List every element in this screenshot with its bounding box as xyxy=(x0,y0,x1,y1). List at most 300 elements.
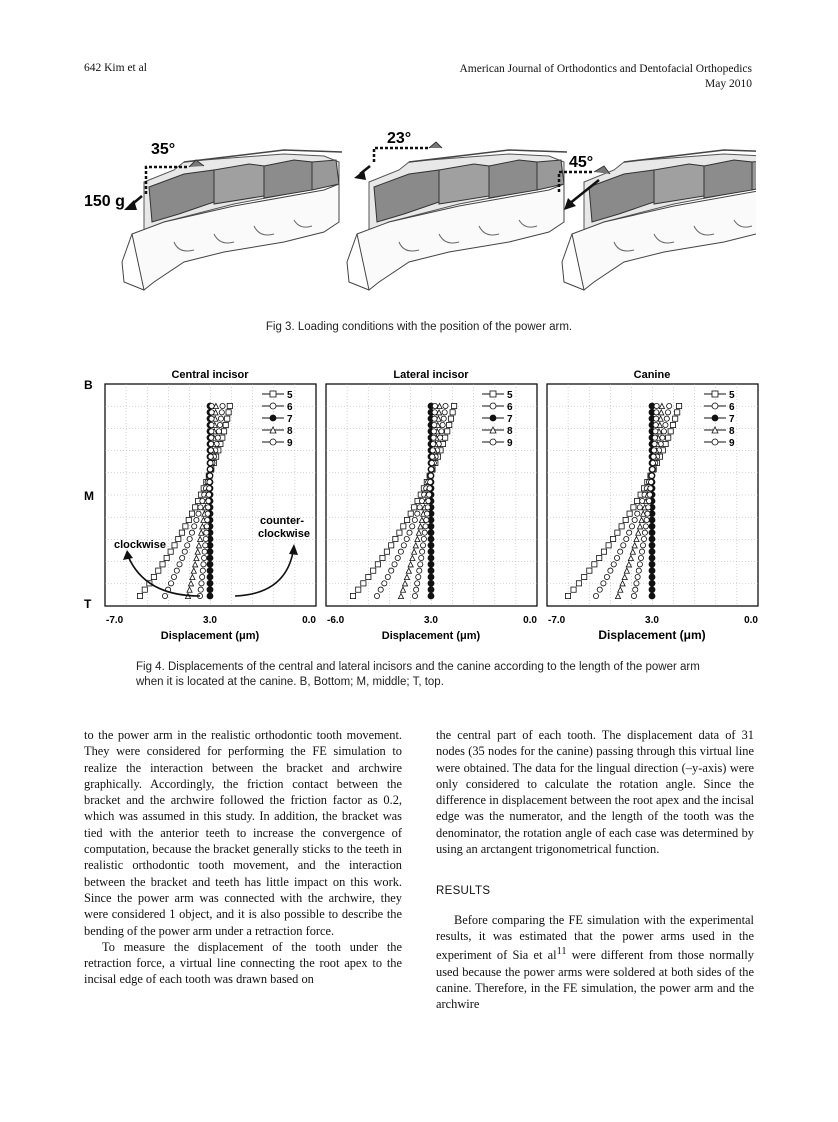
data-point-marker xyxy=(634,581,639,586)
data-point-marker xyxy=(649,473,654,478)
data-point-marker xyxy=(203,543,208,548)
chart-panel-canine xyxy=(547,369,758,642)
data-point-marker xyxy=(220,403,225,408)
data-point-marker xyxy=(649,580,655,586)
running-header-right xyxy=(459,62,752,92)
x-tick-max: 0.0 xyxy=(744,615,758,626)
data-point-marker xyxy=(194,517,199,522)
legend-label: 5 xyxy=(729,390,735,401)
data-point-marker xyxy=(592,562,597,567)
data-point-marker xyxy=(395,555,400,560)
data-point-marker xyxy=(653,422,658,427)
legend-label: 5 xyxy=(507,390,513,401)
data-point-marker xyxy=(587,568,592,573)
data-point-marker xyxy=(649,555,655,561)
data-point-marker xyxy=(207,486,212,491)
text-column-right xyxy=(436,727,754,1013)
running-header-left: 642 Kim et al xyxy=(84,62,147,74)
counter-clockwise-label-2: clockwise xyxy=(258,528,310,540)
data-point-marker xyxy=(270,415,276,421)
chart-title: Lateral incisor xyxy=(393,369,469,381)
data-point-marker xyxy=(160,562,165,567)
data-point-marker xyxy=(366,574,371,579)
x-axis-label: Displacement (μm) xyxy=(381,630,481,642)
data-point-marker xyxy=(673,416,678,421)
data-point-marker xyxy=(450,410,455,415)
data-point-marker xyxy=(185,543,190,548)
data-point-marker xyxy=(218,416,223,421)
section-title: RESULTS xyxy=(436,885,491,898)
data-point-marker xyxy=(442,410,447,415)
data-point-marker xyxy=(201,555,206,560)
data-point-marker xyxy=(651,454,656,459)
data-point-marker xyxy=(374,593,379,598)
data-point-marker xyxy=(427,486,432,491)
data-point-marker xyxy=(198,587,203,592)
data-point-marker xyxy=(424,517,429,522)
data-point-marker xyxy=(177,562,182,567)
data-point-marker xyxy=(412,517,417,522)
data-point-marker xyxy=(417,568,422,573)
data-point-marker xyxy=(648,486,653,491)
data-point-marker xyxy=(415,511,420,516)
x-axis-label: Displacement (μm) xyxy=(598,628,706,642)
data-point-marker xyxy=(404,517,409,522)
journal-name: American Journal of Orthodontics and Dentofacial Orthopedics xyxy=(459,63,752,75)
data-point-marker xyxy=(597,587,602,592)
paragraph-text: Before comparing the FE simulation with the experimental results, it was estimated that the power arms used in the experiment of Sia et al xyxy=(436,912,754,963)
data-point-marker xyxy=(172,543,177,548)
data-point-marker xyxy=(428,530,434,536)
data-point-marker xyxy=(428,555,434,561)
data-point-marker xyxy=(608,568,613,573)
data-point-marker xyxy=(649,523,655,529)
data-point-marker xyxy=(601,581,606,586)
data-point-marker xyxy=(208,467,213,472)
data-point-marker xyxy=(207,593,213,599)
data-point-marker xyxy=(429,460,434,465)
paragraph: To measure the displacement of the tooth under the retraction force, a virtual line connecting the root apex to the incisal edge of each tooth was drawn based on xyxy=(84,939,402,987)
data-point-marker xyxy=(668,429,673,434)
data-point-marker xyxy=(619,524,624,529)
data-point-marker xyxy=(428,536,434,542)
data-point-marker xyxy=(633,587,638,592)
data-point-marker xyxy=(649,593,655,599)
figure-4-caption: Fig 4. Displacements of the central and lateral incisors and the canine according to the length of the power arm when it is located at the canine. B, Bottom; M, middle; T, top. xyxy=(136,661,700,688)
data-point-marker xyxy=(412,505,417,510)
data-point-marker xyxy=(209,410,214,415)
figure-3 xyxy=(84,122,756,322)
data-point-marker xyxy=(412,593,417,598)
angle-label-1: 35° xyxy=(151,141,176,158)
data-point-marker xyxy=(382,581,387,586)
data-point-marker xyxy=(168,581,173,586)
data-point-marker xyxy=(206,505,211,510)
data-point-marker xyxy=(428,549,434,555)
data-point-marker xyxy=(401,524,406,529)
data-point-marker xyxy=(171,574,176,579)
data-point-marker xyxy=(200,568,205,573)
data-point-marker xyxy=(404,536,409,541)
data-point-marker xyxy=(226,410,231,415)
data-point-marker xyxy=(225,416,230,421)
data-point-marker xyxy=(393,536,398,541)
data-point-marker xyxy=(417,505,422,510)
data-point-marker xyxy=(624,536,629,541)
data-point-marker xyxy=(187,536,192,541)
data-point-marker xyxy=(204,524,209,529)
data-point-marker xyxy=(196,511,201,516)
data-point-marker xyxy=(207,473,212,478)
data-point-marker xyxy=(164,555,169,560)
data-point-marker xyxy=(428,580,434,586)
data-point-marker xyxy=(663,422,668,427)
data-point-marker xyxy=(675,410,680,415)
data-point-marker xyxy=(418,562,423,567)
legend-label: 7 xyxy=(287,414,293,425)
angle-label-2: 23° xyxy=(387,130,412,147)
y-label-middle: M xyxy=(84,489,94,503)
data-point-marker xyxy=(350,593,355,598)
text-column-left xyxy=(84,727,402,988)
legend-label: 7 xyxy=(729,414,735,425)
issue-date: May 2010 xyxy=(705,78,752,90)
data-point-marker xyxy=(631,593,636,598)
data-point-marker xyxy=(389,568,394,573)
data-point-marker xyxy=(221,429,226,434)
data-point-marker xyxy=(448,416,453,421)
data-point-marker xyxy=(200,574,205,579)
data-point-marker xyxy=(423,524,428,529)
data-point-marker xyxy=(643,524,648,529)
x-tick-min: -6.0 xyxy=(327,615,345,626)
data-point-marker xyxy=(168,549,173,554)
data-point-marker xyxy=(193,505,198,510)
data-point-marker xyxy=(661,429,666,434)
data-point-marker xyxy=(646,498,651,503)
data-point-marker xyxy=(432,422,437,427)
data-point-marker xyxy=(420,549,425,554)
data-point-marker xyxy=(397,530,402,535)
paragraph xyxy=(436,912,754,1013)
data-point-marker xyxy=(601,549,606,554)
data-point-marker xyxy=(426,498,431,503)
dental-model xyxy=(122,150,342,290)
paragraph: the central part of each tooth. The displacement data of 31 nodes (35 nodes for the canine) passing through this virtual line were obtained. The data for the lingual direction (–y-axis) were only considered to calculate the rotation angle. Since the difference in displacement between the root apex and the incisal edge was the numerator, and the length of the tooth was the denominator, the rotation angle of each case was determined by using an arctangent trigonometrical function. xyxy=(436,728,755,857)
data-point-marker xyxy=(203,536,208,541)
x-tick-mid: 3.0 xyxy=(203,615,217,626)
data-point-marker xyxy=(490,415,496,421)
data-point-marker xyxy=(428,523,434,529)
data-point-marker xyxy=(632,517,637,522)
data-point-marker xyxy=(137,593,142,598)
data-point-marker xyxy=(667,403,672,408)
data-point-marker xyxy=(615,530,620,535)
data-point-marker xyxy=(428,574,434,580)
data-point-marker xyxy=(597,555,602,560)
data-point-marker xyxy=(424,511,429,516)
data-point-marker xyxy=(192,524,197,529)
data-point-marker xyxy=(207,555,213,561)
y-label-top: T xyxy=(84,597,92,611)
data-point-marker xyxy=(186,517,191,522)
angle-label-3: 45° xyxy=(569,154,594,171)
data-point-marker xyxy=(180,555,185,560)
data-point-marker xyxy=(638,555,643,560)
data-point-marker xyxy=(565,593,570,598)
data-point-marker xyxy=(653,429,658,434)
data-point-marker xyxy=(208,448,213,453)
data-point-marker xyxy=(429,467,434,472)
legend-label: 9 xyxy=(507,438,513,449)
x-tick-min: -7.0 xyxy=(106,615,124,626)
data-point-marker xyxy=(428,479,433,484)
data-point-marker xyxy=(420,543,425,548)
data-point-marker xyxy=(430,454,435,459)
data-point-marker xyxy=(182,549,187,554)
data-point-marker xyxy=(640,543,645,548)
data-point-marker xyxy=(654,403,659,408)
data-point-marker xyxy=(227,403,232,408)
data-point-marker xyxy=(629,524,634,529)
data-point-marker xyxy=(356,587,361,592)
data-point-marker xyxy=(428,542,434,548)
data-point-marker xyxy=(490,403,496,409)
data-point-marker xyxy=(430,448,435,453)
data-point-marker xyxy=(179,530,184,535)
data-point-marker xyxy=(205,517,210,522)
data-point-marker xyxy=(635,511,640,516)
data-point-marker xyxy=(414,587,419,592)
data-point-marker xyxy=(441,416,446,421)
data-point-marker xyxy=(712,403,718,409)
data-point-marker xyxy=(425,505,430,510)
data-point-marker xyxy=(649,561,655,567)
data-point-marker xyxy=(670,422,675,427)
data-point-marker xyxy=(428,587,434,593)
data-point-marker xyxy=(401,543,406,548)
data-point-marker xyxy=(209,422,214,427)
y-label-bottom: B xyxy=(84,378,93,392)
data-point-marker xyxy=(416,574,421,579)
data-point-marker xyxy=(216,429,221,434)
data-point-marker xyxy=(398,549,403,554)
data-point-marker xyxy=(637,505,642,510)
data-point-marker xyxy=(712,415,718,421)
data-point-marker xyxy=(426,492,431,497)
data-point-marker xyxy=(207,549,213,555)
data-point-marker xyxy=(375,562,380,567)
data-point-marker xyxy=(422,530,427,535)
data-point-marker xyxy=(209,403,214,408)
data-point-marker xyxy=(447,422,452,427)
legend-label: 8 xyxy=(729,426,735,437)
paragraph: to the power arm in the realistic orthodontic tooth movement. They were considered for performing the FE simulation to realize the interaction between the bracket and archwire graphically. Accordingly, the friction contact between the bracket and the archwire followed the friction factor as 0.2, which was assumed in this study. In addition, the bracket was tied with the anterior teeth to increase the convergence of computation, because the bracket generally sticks to the teeth in realistic orthodontic tooth movement, and the interaction between the bracket and teeth has little impact on this work. Since the power arm was connected with the archwire, they were considered 1 object, and it is also possible to describe the bending of the power arm under a retraction force. xyxy=(84,728,402,938)
data-point-marker xyxy=(653,416,658,421)
data-point-marker xyxy=(421,536,426,541)
data-point-marker xyxy=(635,498,640,503)
data-point-marker xyxy=(666,435,671,440)
data-point-marker xyxy=(207,479,212,484)
legend-label: 6 xyxy=(507,402,513,413)
data-point-marker xyxy=(206,498,211,503)
data-point-marker xyxy=(582,574,587,579)
data-point-marker xyxy=(428,593,434,599)
data-point-marker xyxy=(571,587,576,592)
data-point-marker xyxy=(151,574,156,579)
data-point-marker xyxy=(208,454,213,459)
data-point-marker xyxy=(270,391,276,397)
data-point-marker xyxy=(648,479,653,484)
data-point-marker xyxy=(712,439,718,445)
data-point-marker xyxy=(408,511,413,516)
data-point-marker xyxy=(209,416,214,421)
chart-title: Central incisor xyxy=(171,369,249,381)
data-point-marker xyxy=(174,568,179,573)
data-point-marker xyxy=(407,530,412,535)
data-point-marker xyxy=(649,568,655,574)
data-point-marker xyxy=(378,587,383,592)
data-point-marker xyxy=(189,530,194,535)
data-point-marker xyxy=(576,581,581,586)
data-point-marker xyxy=(649,549,655,555)
data-point-marker xyxy=(651,448,656,453)
counter-clockwise-label-1: counter- xyxy=(260,515,304,527)
data-point-marker xyxy=(652,435,657,440)
data-point-marker xyxy=(385,574,390,579)
x-axis-label: Displacement (μm) xyxy=(160,630,260,642)
data-point-marker xyxy=(650,467,655,472)
x-tick-min: -7.0 xyxy=(548,615,566,626)
data-point-marker xyxy=(380,555,385,560)
legend-label: 9 xyxy=(729,438,735,449)
data-point-marker xyxy=(614,555,619,560)
data-point-marker xyxy=(644,517,649,522)
data-point-marker xyxy=(649,542,655,548)
figure-3-caption: Fig 3. Loading conditions with the position of the power arm. xyxy=(265,321,573,333)
data-point-marker xyxy=(611,562,616,567)
data-point-marker xyxy=(647,492,652,497)
data-point-marker xyxy=(142,587,147,592)
x-tick-mid: 3.0 xyxy=(645,615,659,626)
data-point-marker xyxy=(646,505,651,510)
data-point-marker xyxy=(621,543,626,548)
data-point-marker xyxy=(270,403,276,409)
data-point-marker xyxy=(637,562,642,567)
data-point-marker xyxy=(207,568,213,574)
data-point-marker xyxy=(665,410,670,415)
data-point-marker xyxy=(606,543,611,548)
data-point-marker xyxy=(676,403,681,408)
data-point-marker xyxy=(202,549,207,554)
data-point-marker xyxy=(610,536,615,541)
data-point-marker xyxy=(223,422,228,427)
data-point-marker xyxy=(431,429,436,434)
data-point-marker xyxy=(641,536,646,541)
data-point-marker xyxy=(206,492,211,497)
data-point-marker xyxy=(712,391,718,397)
x-tick-max: 0.0 xyxy=(523,615,537,626)
data-point-marker xyxy=(593,593,598,598)
data-point-marker xyxy=(432,416,437,421)
data-point-marker xyxy=(663,441,668,446)
data-point-marker xyxy=(649,587,655,593)
data-point-marker xyxy=(443,403,448,408)
data-point-marker xyxy=(443,435,448,440)
legend-label: 8 xyxy=(507,426,513,437)
data-point-marker xyxy=(270,439,276,445)
data-point-marker xyxy=(652,441,657,446)
data-point-marker xyxy=(156,568,161,573)
data-point-marker xyxy=(209,435,214,440)
data-point-marker xyxy=(208,441,213,446)
data-point-marker xyxy=(392,562,397,567)
data-point-marker xyxy=(654,410,659,415)
data-point-marker xyxy=(176,536,181,541)
data-point-marker xyxy=(189,511,194,516)
data-point-marker xyxy=(205,511,210,516)
data-point-marker xyxy=(649,536,655,542)
data-point-marker xyxy=(627,511,632,516)
data-point-marker xyxy=(649,517,655,523)
citation-ref: 11 xyxy=(556,946,567,958)
figure-4 xyxy=(80,362,760,652)
data-point-marker xyxy=(431,435,436,440)
data-point-marker xyxy=(432,410,437,415)
data-point-marker xyxy=(415,581,420,586)
x-tick-mid: 3.0 xyxy=(424,615,438,626)
data-point-marker xyxy=(650,460,655,465)
data-point-marker xyxy=(204,530,209,535)
data-point-marker xyxy=(664,416,669,421)
data-point-marker xyxy=(639,549,644,554)
data-point-marker xyxy=(490,439,496,445)
data-point-marker xyxy=(618,549,623,554)
data-point-marker xyxy=(201,562,206,567)
data-point-marker xyxy=(371,568,376,573)
data-point-marker xyxy=(207,561,213,567)
legend-label: 9 xyxy=(287,438,293,449)
data-point-marker xyxy=(162,593,167,598)
data-point-marker xyxy=(604,574,609,579)
data-point-marker xyxy=(649,574,655,580)
data-point-marker xyxy=(207,580,213,586)
chart-panel-lateral-incisor xyxy=(326,369,537,642)
data-point-marker xyxy=(432,403,437,408)
data-point-marker xyxy=(389,543,394,548)
data-point-marker xyxy=(207,574,213,580)
data-point-marker xyxy=(642,530,647,535)
x-tick-max: 0.0 xyxy=(302,615,316,626)
data-point-marker xyxy=(490,391,496,397)
legend-label: 6 xyxy=(729,402,735,413)
data-point-marker xyxy=(217,422,222,427)
legend-label: 8 xyxy=(287,426,293,437)
data-point-marker xyxy=(645,511,650,516)
data-point-marker xyxy=(445,429,450,434)
data-point-marker xyxy=(440,422,445,427)
data-point-marker xyxy=(635,574,640,579)
data-point-marker xyxy=(419,555,424,560)
data-point-marker xyxy=(208,460,213,465)
data-point-marker xyxy=(428,561,434,567)
data-point-marker xyxy=(428,473,433,478)
force-label: 150 g xyxy=(84,193,125,210)
data-point-marker xyxy=(361,581,366,586)
data-point-marker xyxy=(198,505,203,510)
clockwise-label: clockwise xyxy=(114,539,166,551)
data-point-marker xyxy=(631,505,636,510)
